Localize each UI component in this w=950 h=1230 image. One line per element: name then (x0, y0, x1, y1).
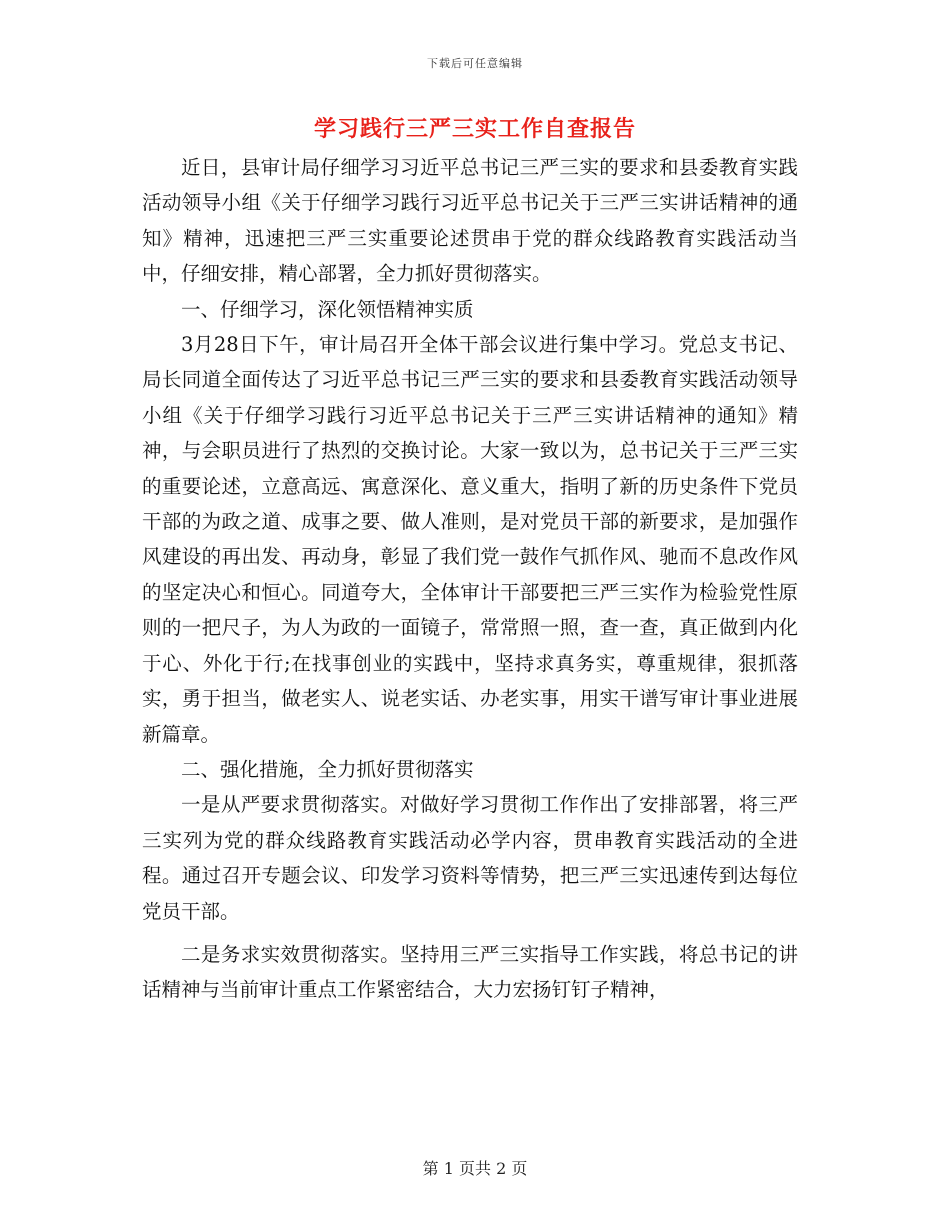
paragraph-measure-2: 二是务求实效贯彻落实。坚持用三严三实指导工作实践，将总书记的讲话精神与当前审计重点工作紧密结合，大力宏扬钉钉子精神， (142, 942, 798, 1002)
paragraph-study-meeting: 3月28日下午，审计局召开全体干部会议进行集中学习。党总支书记、局长同道全面传达了习近平总书记三严三实的要求和县委教育实践活动领导小组《关于仔细学习践行习近平总书记关于三严三实讲话精神的通知》精神，与会职员进行了热烈的交换讨论。大家一致以为，总书记关于三严三实的重要论述，立意高远、寓意深化、意义重大，指明了新的历史条件下党员干部的为政之道、成事之要、做人准则，是对党员干部的新要求，是加强作风建设的再出发、再动身，彰显了我们党一鼓作气抓作风、驰而不息改作风的坚定决心和恒心。同道夸大，全体审计干部要把三严三实作为检验党性原则的一把尺子，为人为政的一面镜子，常常照一照，查一查，真正做到内化于心、外化于行;在找事创业的实践中，坚持求真务实，尊重规律，狠抓落实，勇于担当，做老实人、说老实话、办老实事，用实干谱写审计事业进展新篇章。 (142, 333, 798, 746)
section-heading-2: 二、强化措施，全力抓好贯彻落实 (181, 757, 474, 781)
paragraph-intro: 近日，县审计局仔细学习习近平总书记三严三实的要求和县委教育实践活动领导小组《关于仔细学习践行习近平总书记关于三严三实讲话精神的通知》精神，迅速把三严三实重要论述贯串于党的群众线路教育实践活动当中，仔细安排，精心部署，全力抓好贯彻落实。 (142, 156, 798, 286)
section-heading-1: 一、仔细学习，深化领悟精神实质 (181, 297, 474, 321)
document-title: 学习践行三严三实工作自查报告 (313, 116, 636, 142)
page-number: 第 1 页共 2 页 (422, 1159, 528, 1178)
paragraph-measure-1: 一是从严要求贯彻落实。对做好学习贯彻工作作出了安排部署，将三严三实列为党的群众线路教育实践活动必学内容，贯串教育实践活动的全进程。通过召开专题会议、印发学习资料等情势，把三严三实迅速传到达每位党员干部。 (142, 793, 798, 923)
page-header-note: 下载后可任意编辑 (427, 57, 523, 70)
document-body (142, 150, 798, 1008)
